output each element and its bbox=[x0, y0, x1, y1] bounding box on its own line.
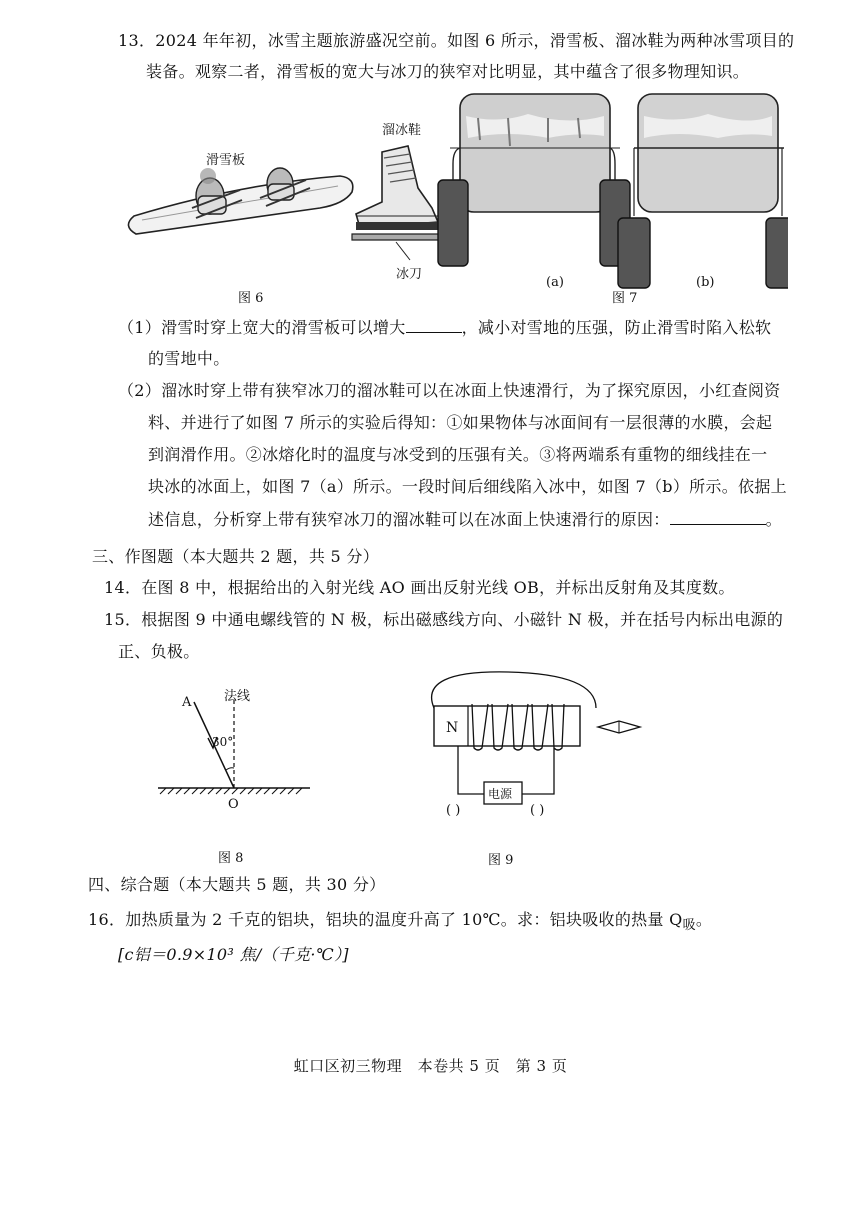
q13-part2-text: 述信息，分析穿上带有狭窄冰刀的溜冰鞋可以在冰面上快速滑行的原因： bbox=[148, 510, 670, 529]
angle-label: 30° bbox=[212, 735, 234, 749]
label-N: N bbox=[446, 720, 459, 736]
section3-heading: 三、作图题（本大题共 2 题，共 5 分） bbox=[92, 547, 380, 566]
q16-formula: [c铝＝0.9×10³ 焦/（千克·℃）] bbox=[118, 945, 349, 964]
page-footer: 虹口区初三物理 本卷共 5 页 第 3 页 bbox=[293, 1057, 568, 1075]
fig8-caption: 图 8 bbox=[218, 851, 244, 864]
figure-7 bbox=[428, 88, 788, 308]
label-normal: 法线 bbox=[224, 689, 251, 704]
magnetic-field-line bbox=[432, 672, 596, 708]
q13-part1-text-b: ，减小对雪地的压强，防止滑雪时陷入松软 bbox=[461, 318, 772, 337]
q16-subscript: 吸 bbox=[682, 918, 696, 934]
q13-part2-line3: 到润滑作用。②冰熔化时的温度与冰受到的压强有关。③将两端系有重物的细线挂在一 bbox=[148, 445, 768, 464]
figure-6 bbox=[120, 118, 460, 308]
power-label: 电源 bbox=[488, 787, 513, 801]
answer-blank-1[interactable] bbox=[406, 316, 462, 333]
ice-block-a bbox=[450, 94, 620, 212]
label-ice-skate: 溜冰鞋 bbox=[382, 123, 422, 138]
answer-blank-2[interactable] bbox=[670, 508, 766, 525]
q13-part1-line1 bbox=[118, 316, 771, 339]
q13-part2-line2: 料、并进行了如图 7 所示的实验后得知：①如果物体与冰面间有一层很薄的水膜，会起 bbox=[148, 413, 773, 432]
q13-part1-line2: 的雪地中。 bbox=[148, 349, 230, 368]
label-O: O bbox=[228, 797, 239, 812]
weight-b-right bbox=[766, 218, 788, 288]
paren-left[interactable]: ( ) bbox=[446, 803, 461, 818]
q16-text bbox=[88, 909, 712, 937]
fig7-label-a: (a) bbox=[546, 275, 564, 290]
figure-9 bbox=[418, 666, 658, 866]
figure-8 bbox=[150, 684, 320, 864]
q15-line2: 正、负极。 bbox=[118, 642, 200, 661]
q13-line1: 13．2024 年年初，冰雪主题旅游盛况空前。如图 6 所示，滑雪板、溜冰鞋为两种冰雪项目的 bbox=[118, 31, 795, 50]
q15-line1: 15．根据图 9 中通电螺线管的 N 极，标出磁感线方向、小磁针 N 极，并在括号内标出电源的 bbox=[104, 610, 784, 629]
fig7-label-b: (b) bbox=[696, 275, 715, 290]
q13-line2: 装备。观察二者，滑雪板的宽大与冰刀的狭窄对比明显，其中蕴含了很多物理知识。 bbox=[146, 62, 750, 81]
q16-end: 。 bbox=[695, 910, 713, 929]
paren-right[interactable]: ( ) bbox=[530, 803, 545, 818]
q16-main: 16．加热质量为 2 千克的铝块，铝块的温度升高了 10℃。求：铝块吸收的热量 Q bbox=[88, 910, 683, 929]
q13-part2-line1: （2）溜冰时穿上带有狭窄冰刀的溜冰鞋可以在冰面上快速滑行，为了探究原因，小红查阅资 bbox=[118, 381, 781, 400]
weight-b-left bbox=[618, 218, 650, 288]
q14-text: 14．在图 8 中，根据给出的入射光线 AO 画出反射光线 OB，并标出反射角及其度数。 bbox=[104, 578, 735, 597]
q13-part2-line4: 块冰的冰面上，如图 7（a）所示。一段时间后细线陷入冰中，如图 7（b）所示。依据上 bbox=[148, 477, 787, 496]
ice-block-b bbox=[634, 94, 784, 212]
snowboard-shape bbox=[128, 176, 352, 234]
label-A: A bbox=[182, 695, 192, 710]
fig7-caption: 图 7 bbox=[612, 291, 638, 306]
weight-a-left bbox=[438, 180, 468, 266]
fig9-caption: 图 9 bbox=[488, 853, 514, 866]
fig6-caption: 图 6 bbox=[238, 291, 264, 306]
label-snowboard: 滑雪板 bbox=[206, 153, 246, 168]
q13-part2-line5 bbox=[148, 508, 782, 531]
q13-part2-end: 。 bbox=[765, 510, 782, 529]
q13-part1-text-a: （1）滑雪时穿上宽大的滑雪板可以增大 bbox=[118, 318, 406, 337]
label-blade: 冰刀 bbox=[396, 267, 423, 282]
section4-heading: 四、综合题（本大题共 5 题，共 30 分） bbox=[88, 875, 386, 894]
